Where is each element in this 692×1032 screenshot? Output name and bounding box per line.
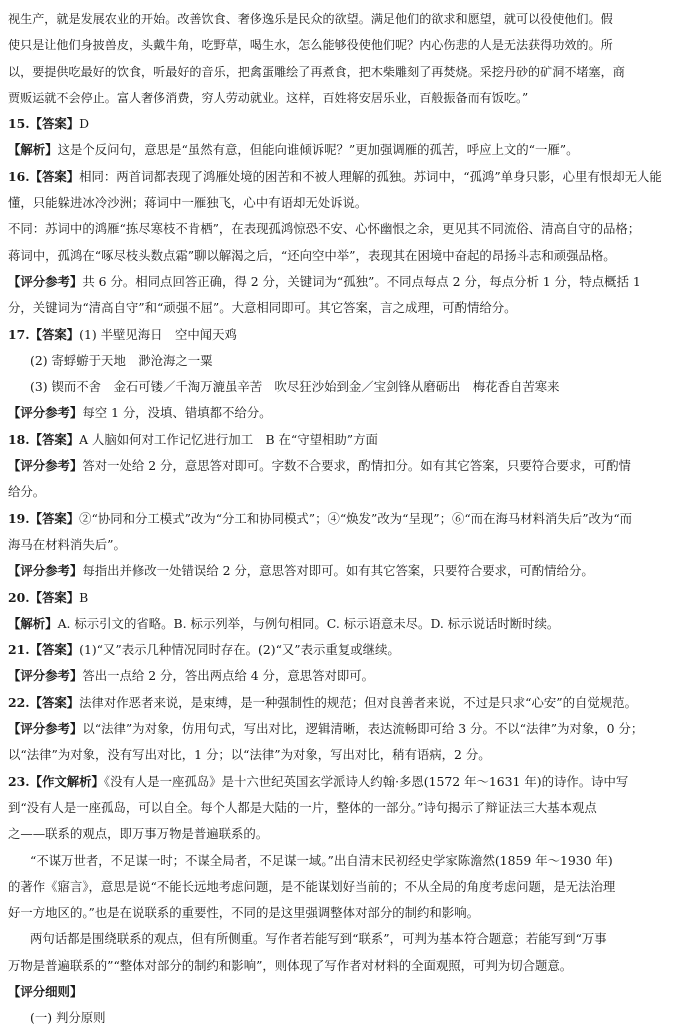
- text-line: [8, 400, 682, 426]
- question-number: 19.: [8, 510, 30, 526]
- text-line: [8, 558, 682, 584]
- text-span: 贾贩运就不会停止。富人奢侈消费，穷人劳动就业。这样，百姓将安居乐业，百般振备而有饭吃。”: [8, 90, 529, 105]
- question-number: 23.: [8, 773, 30, 789]
- text-span: 法律对作恶者来说，是束缚，是一种强制性的规范；但对良善者来说，不过是只求“心安”的自觉规范。: [79, 694, 637, 710]
- text-line: [8, 585, 682, 611]
- text-line: [8, 637, 682, 663]
- text-line: [8, 164, 682, 190]
- text-span: 相同：两首词都表现了鸿雁处境的困苦和不被人理解的孤独。苏词中，“孤鸿”单身只影，心里有恨却无人能: [79, 168, 662, 184]
- text-span: (2) 寄蜉蝣于天地 渺沧海之一粟: [30, 352, 213, 368]
- text-line: [8, 953, 682, 979]
- text-span: 使只是让他们身披兽皮，头戴牛角，吃野草，喝生水，怎么能够役使他们呢？内心伤悲的人是无法获得功效的。所: [8, 38, 613, 53]
- text-span: 共 6 分。相同点回答正确，得 2 分，关键词为“孤独”。不同点每点 2 分，每点分析 1 分，特点概括 1: [82, 273, 641, 289]
- section-tag: 【答案】: [29, 326, 80, 342]
- text-span: 分，关键词为“清高自守”和“顽强不屈”。大意相同即可。其它答案，言之成理，可酌情给分。: [8, 300, 517, 316]
- text-span: (1)“又”表示几种情况同时存在。(2)“又”表示重复或继续。: [79, 642, 400, 658]
- section-tag: 【评分细则】: [8, 983, 83, 999]
- text-span: 懂，只能躲进冰冷沙洲；蒋词中一雁独飞，心中有语却无处诉说。: [8, 195, 368, 211]
- text-span: 答出一点给 2 分，答出两点给 4 分，意思答对即可。: [82, 668, 375, 684]
- text-line: [8, 32, 682, 58]
- text-line: [8, 111, 682, 137]
- text-line: [8, 137, 682, 163]
- section-tag: 【评分参考】: [8, 721, 83, 737]
- section-tag: 【答案】: [29, 589, 80, 605]
- text-span: (1) 半壁见海日 空中闻天鸡: [79, 326, 237, 342]
- question-number: 18.: [8, 431, 30, 447]
- text-line: [8, 742, 682, 768]
- text-line: [8, 6, 682, 32]
- text-span: 的著作《寤言》，意思是说“不能长远地考虑问题，是不能谋划好当前的；不从全局的角度考虑问题，是无法治理: [8, 878, 616, 894]
- text-line: [8, 453, 682, 479]
- text-span: 之——联系的观点，即万事万物是普遍联系的。: [8, 826, 269, 842]
- text-line: [8, 874, 682, 900]
- section-tag: 【答案】: [29, 116, 80, 132]
- text-span: 蒋词中，孤鸿在“啄尽枝头数点霜”聊以解渴之后，“还向空中举”，表现其在困境中奋起的昂扬斗志和顽强品格。: [8, 247, 616, 263]
- text-span: 视生产，就是发展农业的开始。改善饮食、奢侈逸乐是民众的欲望。满足他们的欲求和愿望，就可以役使他们。假: [8, 12, 613, 26]
- section-tag: 【评分参考】: [8, 405, 83, 421]
- text-span: 每指出并修改一处错误给 2 分，意思答对即可。如有其它答案，只要符合要求，可酌情给分。: [82, 563, 594, 579]
- text-line: [8, 716, 682, 742]
- text-line: [8, 85, 682, 111]
- text-line: [8, 190, 682, 216]
- text-line: [8, 900, 682, 926]
- section-tag: 【答案】: [29, 642, 80, 658]
- text-line: [8, 506, 682, 532]
- text-line: [8, 690, 682, 716]
- section-tag: 【作文解析】: [29, 773, 104, 789]
- text-span: 到“没有人是一座孤岛，可以自全。每个人都是大陆的一片，整体的一部分。”诗句揭示了辩证法三大基本观点: [8, 799, 597, 815]
- text-line: [8, 769, 682, 795]
- text-span: 好一方地区的。”也是在说联系的重要性，不同的是这里强调整体对部分的制约和影响。: [8, 905, 479, 921]
- question-number: 20.: [8, 589, 30, 605]
- text-line: [8, 59, 682, 85]
- question-number: 17.: [8, 326, 30, 342]
- text-span: 两句话都是围绕联系的观点，但有所侧重。写作者若能写到“联系”，可判为基本符合题意；若能写到“万事: [30, 931, 607, 947]
- text-span: 以“法律”为对象，没有写出对比，1 分；以“法律”为对象，写出对比，稍有语病，2 分。: [8, 747, 491, 763]
- text-span: (3) 锲而不舍 金石可镂／千淘万漉虽辛苦 吹尽狂沙始到金／宝剑锋从磨砺出 梅花香自苦寒来: [30, 379, 560, 395]
- section-tag: 【评分参考】: [8, 458, 83, 474]
- text-span: 海马在材料消失后”。: [8, 536, 126, 552]
- text-line: [8, 269, 682, 295]
- section-tag: 【评分参考】: [8, 273, 83, 289]
- section-tag: 【答案】: [29, 168, 80, 184]
- text-line: [8, 979, 682, 1005]
- text-span: 答对一处给 2 分，意思答对即可。字数不合要求，酌情扣分。如有其它答案，只要符合要求，可酌情: [82, 458, 631, 474]
- text-line: [8, 348, 682, 374]
- section-tag: 【评分参考】: [8, 563, 83, 579]
- text-line: [8, 427, 682, 453]
- text-line: [8, 374, 682, 400]
- question-number: 22.: [8, 694, 30, 710]
- text-span: 《没有人是一座孤岛》是十六世纪英国玄学派诗人约翰·多恩(1572 年～1631 年)的诗作。诗中写: [103, 773, 629, 789]
- text-line: [8, 532, 682, 558]
- text-span: ②“协同和分工模式”改为“分工和协同模式”；④“焕发”改为“呈现”；⑥“而在海马材料消失后”改为“而: [79, 510, 633, 526]
- text-span: D: [79, 116, 90, 132]
- text-line: [8, 848, 682, 874]
- text-line: [8, 1005, 682, 1031]
- text-span: “不谋万世者，不足谋一时；不谋全局者，不足谋一域。”出自清末民初经史学家陈澹然(1859 年～1930 年): [30, 852, 613, 868]
- text-line: [8, 663, 682, 689]
- question-number: 16.: [8, 168, 30, 184]
- text-span: 以“法律”为对象，仿用句式，写出对比，逻辑清晰，表达流畅即可给 3 分。不以“法律”为对象，0 分；: [82, 721, 644, 737]
- text-line: [8, 821, 682, 847]
- text-line: [8, 795, 682, 821]
- text-span: A. 标示引文的省略。B. 标示列举，与例句相同。C. 标示语意未尽。D. 标示说话时断时续。: [57, 615, 560, 631]
- text-span: 这是个反问句，意思是“虽然有意，但能向谁倾诉呢？”更加强调雁的孤苦，呼应上文的“一雁”。: [57, 142, 579, 158]
- text-line: [8, 479, 682, 505]
- text-line: [8, 243, 682, 269]
- text-span: (一) 判分原则: [30, 1010, 106, 1026]
- text-span: B: [79, 589, 89, 605]
- text-line: [8, 322, 682, 348]
- text-span: 给分。: [8, 484, 46, 500]
- text-span: A 人脑如何对工作记忆进行加工 B 在“守望相助”方面: [79, 431, 378, 447]
- text-span: 以，要提供吃最好的饮食，听最好的音乐，把禽蛋雕绘了再煮食，把木柴雕刻了再焚烧。采挖丹砂的矿洞不堵塞，商: [8, 64, 625, 79]
- text-line: [8, 926, 682, 952]
- section-tag: 【答案】: [29, 694, 80, 710]
- text-span: 不同：苏词中的鸿雁“拣尽寒枝不肯栖”，在表现孤鸿惊恐不安、心怀幽恨之余，更见其不同流俗、清高自守的品格；: [8, 221, 641, 237]
- question-number: 15.: [8, 116, 30, 132]
- section-tag: 【答案】: [29, 510, 80, 526]
- text-span: 每空 1 分，没填、错填都不给分。: [82, 405, 272, 421]
- text-span: 万物是普遍联系的”“整体对部分的制约和影响”，则体现了写作者对材料的全面观照，可判为切合题意。: [8, 957, 573, 973]
- text-line: [8, 216, 682, 242]
- section-tag: 【答案】: [29, 431, 80, 447]
- section-tag: 【解析】: [8, 142, 58, 158]
- section-tag: 【评分参考】: [8, 668, 83, 684]
- question-number: 21.: [8, 642, 30, 658]
- text-line: [8, 611, 682, 637]
- text-line: [8, 295, 682, 321]
- section-tag: 【解析】: [8, 615, 58, 631]
